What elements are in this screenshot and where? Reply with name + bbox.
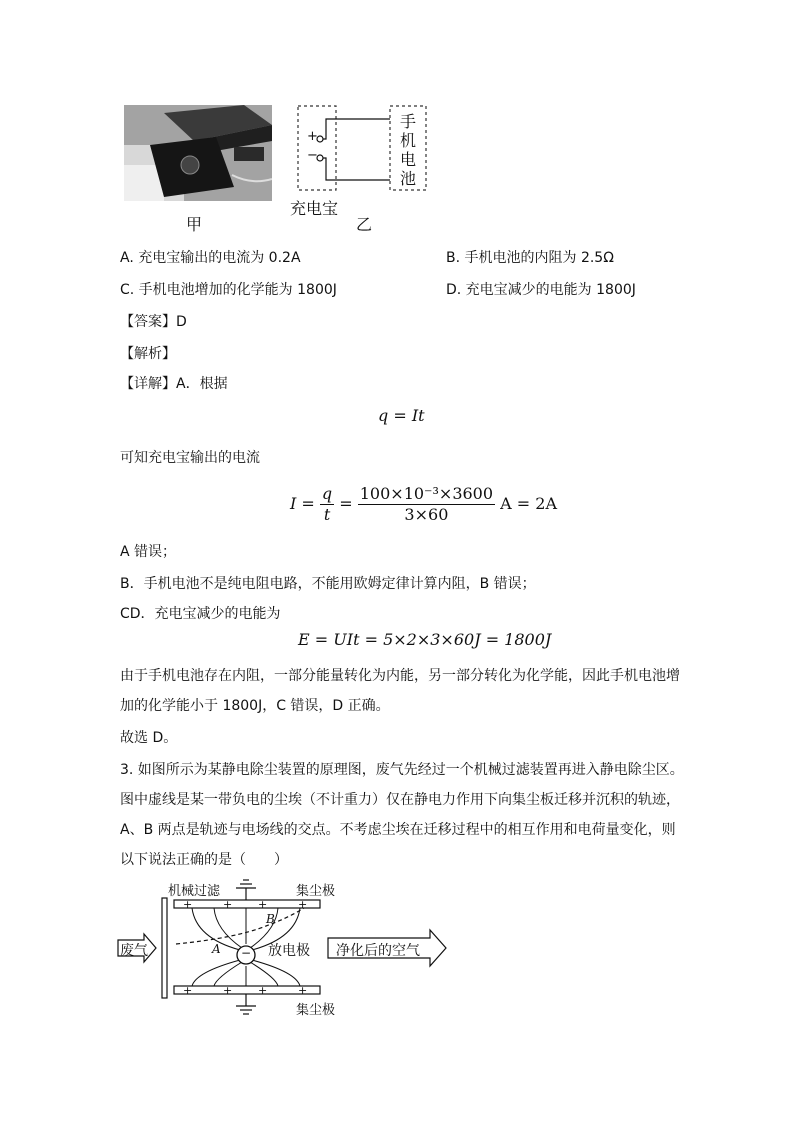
equation-current: I = $\frac{q}{t}$ = $\frac{\text{100×10⁻³×3600}}{3\times 60}$ A = 2A xyxy=(290,484,558,524)
option-b: B. 手机电池的内阻为 2.5Ω xyxy=(446,250,614,266)
option-d: D. 充电宝减少的电能为 1800J xyxy=(446,282,636,298)
filter-label: 机械过滤 xyxy=(168,884,221,899)
top-plate-plus-3: + xyxy=(258,898,268,911)
exhaust-label: 废气 xyxy=(120,943,148,959)
answer: 【答案】D xyxy=(120,314,187,330)
explanation-para-2: 加的化学能小于 1800J，C 错误，D 正确。 xyxy=(120,698,390,714)
discharge-electrode-sign: − xyxy=(241,946,252,960)
label-jia: 甲 xyxy=(186,215,203,234)
detail-intro: 【详解】A．根据 xyxy=(120,376,228,392)
electrode-label: 放电极 xyxy=(268,943,310,959)
clean-air-label: 净化后的空气 xyxy=(336,943,420,959)
q3-line-4: 以下说法正确的是（ ） xyxy=(120,852,288,868)
top-plate-plus-2: + xyxy=(223,898,233,911)
equation-q-it: q = It xyxy=(378,406,425,425)
option-a: A. 充电宝输出的电流为 0.2A xyxy=(120,250,301,266)
power-bank-photo xyxy=(124,105,272,201)
point-a-label: A xyxy=(212,942,221,956)
q3-line-1: 3. 如图所示为某静电除尘装置的原理图，废气先经过一个机械过滤装置再进入静电除尘区。 xyxy=(120,762,684,778)
analysis-heading: 【解析】 xyxy=(120,346,176,362)
collector-bottom-label: 集尘极 xyxy=(296,1003,336,1018)
current-line: 可知充电宝输出的电流 xyxy=(120,450,260,466)
q3-line-2: 图中虚线是某一带负电的尘埃（不计重力）仅在静电力作用下向集尘板迁移并沉积的轨迹， xyxy=(120,792,680,808)
point-b-label: B xyxy=(266,912,275,926)
option-c: C. 手机电池增加的化学能为 1800J xyxy=(120,282,337,298)
choose-line: 故选 D。 xyxy=(120,730,178,746)
a-wrong: A 错误； xyxy=(120,544,177,560)
minus-terminal: − xyxy=(307,148,318,163)
phone-battery-label: 手 机 电 池 xyxy=(399,112,416,188)
top-plate-plus-4: + xyxy=(298,898,308,911)
label-yi: 乙 xyxy=(356,215,373,234)
charger-label: 充电宝 xyxy=(290,199,339,218)
explanation-para-1: 由于手机电池存在内阻，一部分能量转化为内能，另一部分转化为化学能，因此手机电池增 xyxy=(120,668,680,684)
cd-intro: CD．充电宝减少的电能为 xyxy=(120,606,281,622)
bottom-plate-plus-1: + xyxy=(183,984,193,997)
q3-line-3: A、B 两点是轨迹与电场线的交点。不考虑尘埃在迁移过程中的相互作用和电荷量变化，则 xyxy=(120,822,676,838)
bottom-plate-plus-2: + xyxy=(223,984,233,997)
b-explanation: B．手机电池不是纯电阻电路，不能用欧姆定律计算内阻，B 错误； xyxy=(120,576,536,592)
top-plate-plus-1: + xyxy=(183,898,193,911)
bottom-plate-plus-3: + xyxy=(258,984,268,997)
equation-energy: E = UIt = 5×2×3×60J = 1800J xyxy=(298,630,552,649)
plus-terminal: + xyxy=(307,129,318,144)
collector-top-label: 集尘极 xyxy=(296,884,336,899)
bottom-plate-plus-4: + xyxy=(298,984,308,997)
